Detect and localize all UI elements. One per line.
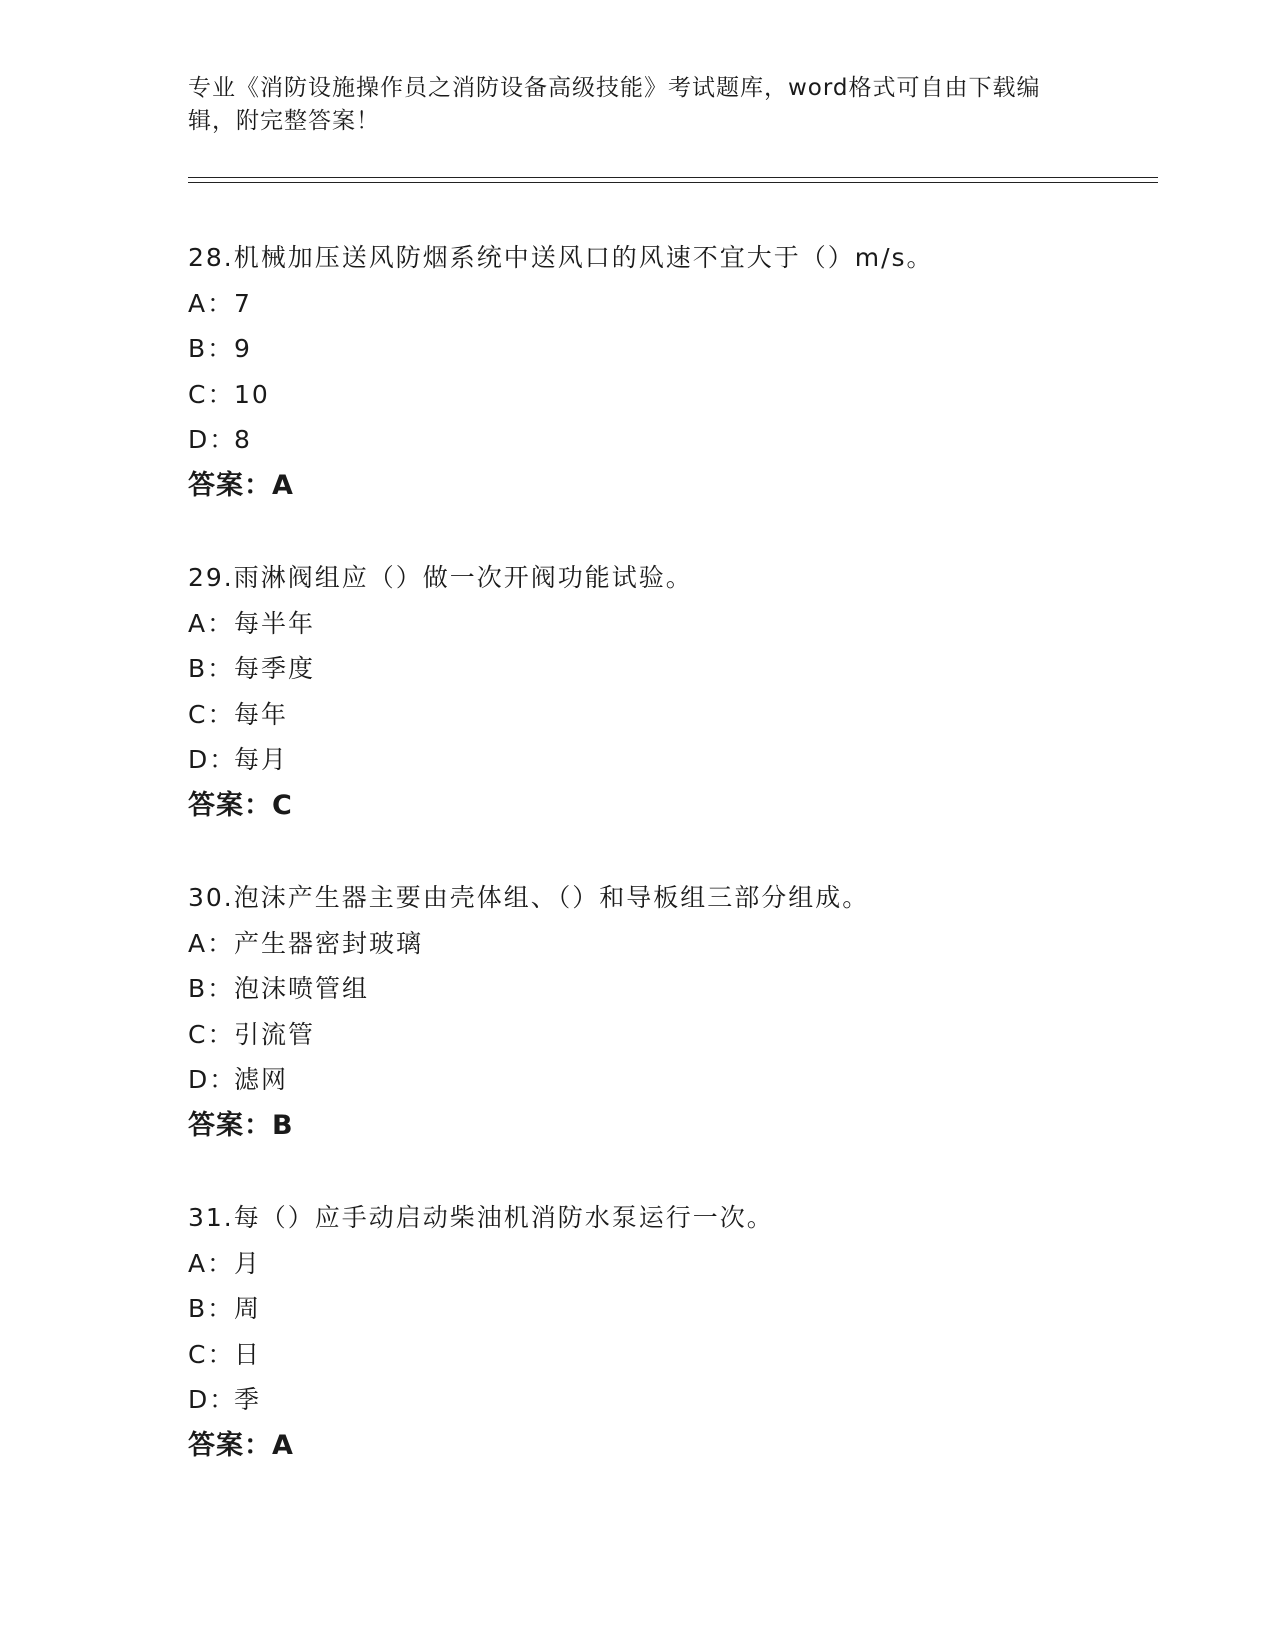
option-d <box>188 1057 1168 1103</box>
document-header <box>188 72 1088 138</box>
answer-line <box>188 463 1168 509</box>
answer-label: 答案： <box>188 469 272 501</box>
option-text: 10 <box>234 379 270 409</box>
question-stem: 29.雨淋阀组应（）做一次开阀功能试验。 <box>188 563 693 592</box>
header-line-2: 辑，附完整答案！ <box>188 108 380 134</box>
option-c <box>188 692 1168 738</box>
answer-line <box>188 1423 1168 1469</box>
option-key: D： <box>188 745 237 774</box>
option-text: 7 <box>234 288 252 318</box>
header-rule-top <box>188 177 1158 178</box>
question-30 <box>188 875 1168 1148</box>
option-key: B： <box>188 974 235 1003</box>
option-a <box>188 601 1168 647</box>
answer-line <box>188 783 1168 829</box>
option-key: C： <box>188 379 235 409</box>
question-29 <box>188 555 1168 828</box>
option-key: A： <box>188 608 235 638</box>
option-a <box>188 921 1168 967</box>
option-b <box>188 326 1168 372</box>
option-key: A： <box>188 1248 235 1278</box>
option-key: A： <box>188 928 235 958</box>
option-c <box>188 372 1168 418</box>
answer-value: A <box>272 469 294 501</box>
question-stem: 28.机械加压送风防烟系统中送风口的风速不宜大于（）m/s。 <box>188 243 934 272</box>
option-key: D： <box>188 1385 237 1414</box>
option-text: 每季度 <box>234 654 316 683</box>
option-key: C： <box>188 1019 235 1049</box>
option-key: C： <box>188 1339 235 1369</box>
option-key: A： <box>188 288 235 318</box>
question-stem: 31.每（）应手动启动柴油机消防水泵运行一次。 <box>188 1203 774 1232</box>
option-a <box>188 281 1168 327</box>
option-key: B： <box>188 1294 235 1323</box>
question-stem: 30.泡沫产生器主要由壳体组、（）和导板组三部分组成。 <box>188 883 870 912</box>
option-text: 日 <box>234 1339 262 1369</box>
option-d <box>188 737 1168 783</box>
option-c <box>188 1332 1168 1378</box>
answer-label: 答案： <box>188 1429 272 1461</box>
option-b <box>188 1286 1168 1332</box>
header-line-1: 专业《消防设施操作员之消防设备高级技能》考试题库，word格式可自由下载编 <box>188 75 1041 101</box>
option-text: 每月 <box>234 745 289 774</box>
answer-value: B <box>272 1109 294 1141</box>
option-d <box>188 417 1168 463</box>
answer-label: 答案： <box>188 1109 272 1141</box>
question-28 <box>188 235 1168 508</box>
option-text: 季 <box>234 1385 262 1414</box>
option-text: 周 <box>234 1294 262 1323</box>
option-text: 每半年 <box>234 608 316 638</box>
option-text: 引流管 <box>234 1019 316 1049</box>
option-b <box>188 646 1168 692</box>
option-key: B： <box>188 654 235 683</box>
option-d <box>188 1377 1168 1423</box>
option-key: C： <box>188 699 235 729</box>
option-key: D： <box>188 1065 237 1094</box>
answer-label: 答案： <box>188 789 272 821</box>
option-c <box>188 1012 1168 1058</box>
option-text: 每年 <box>234 699 289 729</box>
option-key: B： <box>188 334 235 363</box>
option-text: 滤网 <box>234 1065 289 1094</box>
question-31 <box>188 1195 1168 1468</box>
answer-value: C <box>272 789 293 821</box>
header-rule-bottom <box>188 182 1158 183</box>
option-b <box>188 966 1168 1012</box>
option-text: 9 <box>234 334 252 363</box>
option-text: 月 <box>234 1248 262 1278</box>
option-text: 产生器密封玻璃 <box>234 928 424 958</box>
answer-value: A <box>272 1429 294 1461</box>
option-text: 泡沫喷管组 <box>234 974 370 1003</box>
option-a <box>188 1241 1168 1287</box>
answer-line <box>188 1103 1168 1149</box>
option-text: 8 <box>234 425 252 454</box>
option-key: D： <box>188 425 237 454</box>
